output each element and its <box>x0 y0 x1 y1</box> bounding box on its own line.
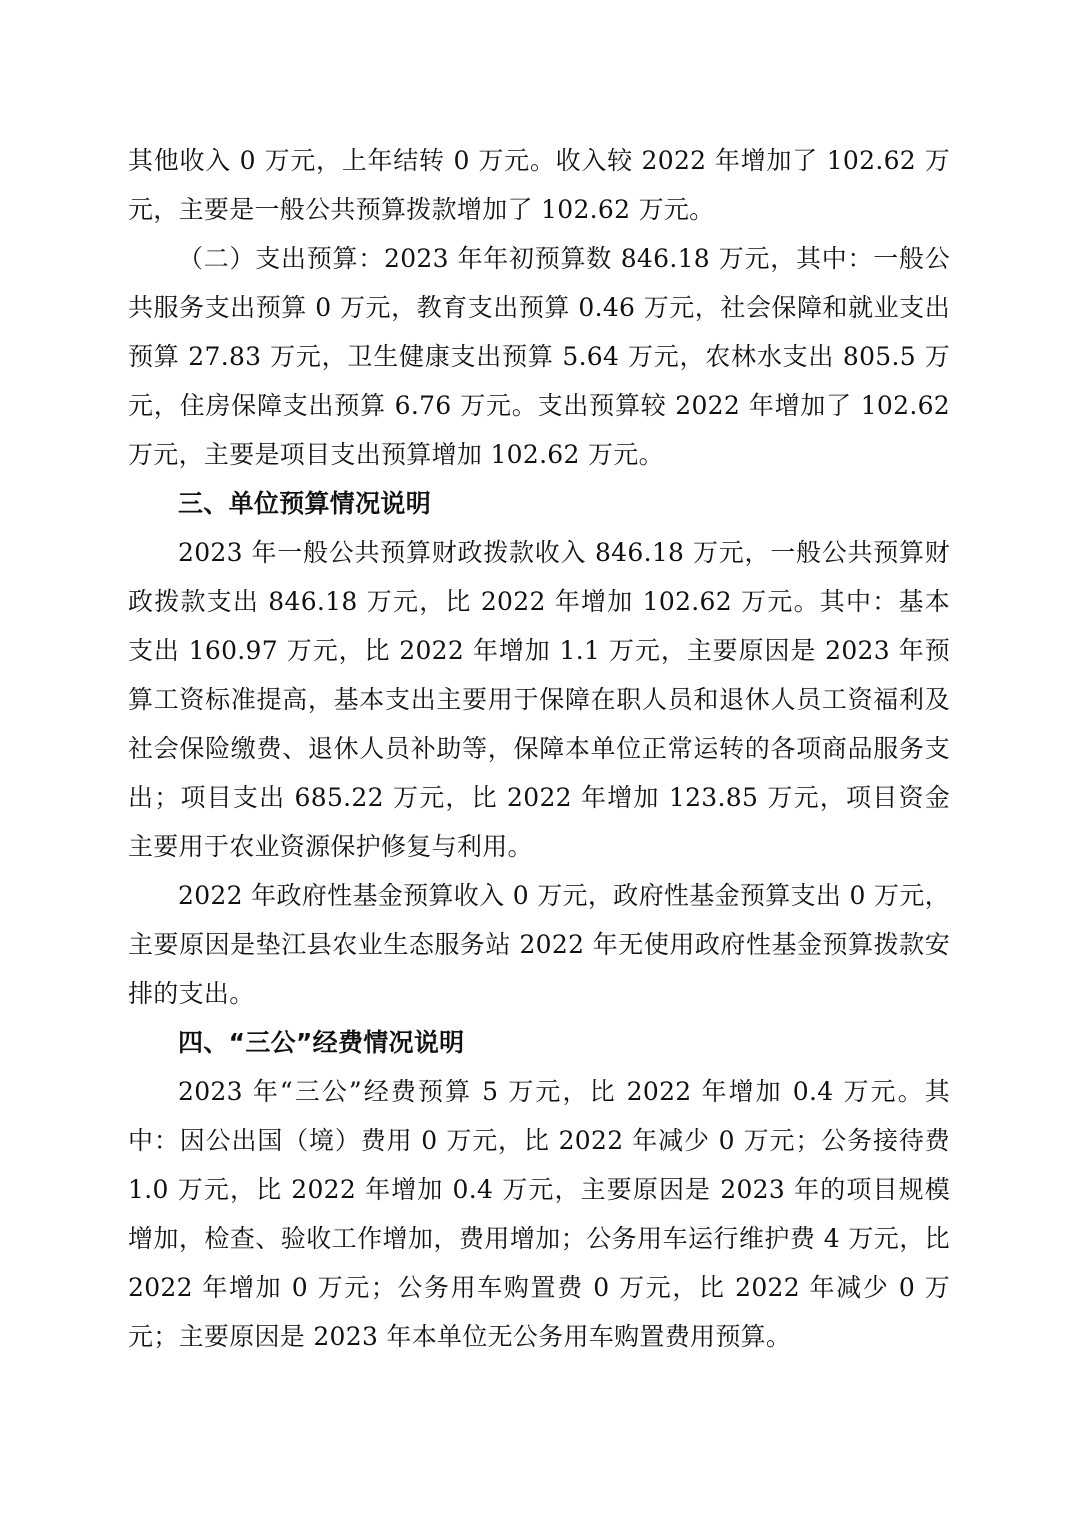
paragraph-three-public-expenses: 2023 年“三公”经费预算 5 万元，比 2022 年增加 0.4 万元。其中：因公出国（境）费用 0 万元，比 2022 年减少 0 万元；公务接待费 1.0 万元，比 2022 年增加 0.4 万元，主要原因是 2023 年的项目规模增加，检查、验收工作增加，费用增加；公务用车运行维护费 4 万元，比 2022 年增加 0 万元；公务用车购置费 0 万元，比 2022 年减少 0 万元；主要原因是 2023 年本单位无公务用车购置费用预算。 <box>128 1077 950 1351</box>
paragraph-general-public-budget: 2023 年一般公共预算财政拨款收入 846.18 万元，一般公共预算财政拨款支出 846.18 万元，比 2022 年增加 102.62 万元。其中：基本支出 160.97 万元，比 2022 年增加 1.1 万元，主要原因是 2023 年预算工资标准提高，基本支出主要用于保障在职人员和退休人员工资福利及社会保险缴费、退休人员补助等，保障本单位正常运转的各项商品服务支出；项目支出 685.22 万元，比 2022 年增加 123.85 万元，项目资金主要用于农业资源保护修复与利用。 <box>128 538 950 861</box>
section-heading-three-public-expenses: 四、“三公”经费情况说明 <box>178 1028 465 1057</box>
paragraph-expenditure-budget: （二）支出预算：2023 年年初预算数 846.18 万元，其中：一般公共服务支出预算 0 万元，教育支出预算 0.46 万元，社会保障和就业支出预算 27.83 万元，卫生健康支出预算 5.64 万元，农林水支出 805.5 万元，住房保障支出预算 6.76 万元。支出预算较 2022 年增加了 102.62 万元，主要是项目支出预算增加 102.62 万元。 <box>128 244 950 469</box>
paragraph-income-continued: 其他收入 0 万元，上年结转 0 万元。收入较 2022 年增加了 102.62 万元，主要是一般公共预算拨款增加了 102.62 万元。 <box>128 146 950 224</box>
document-body <box>128 136 950 1361</box>
section-heading-unit-budget: 三、单位预算情况说明 <box>178 489 432 518</box>
paragraph-government-fund-budget: 2022 年政府性基金预算收入 0 万元，政府性基金预算支出 0 万元，主要原因是垫江县农业生态服务站 2022 年无使用政府性基金预算拨款安排的支出。 <box>128 881 950 1008</box>
